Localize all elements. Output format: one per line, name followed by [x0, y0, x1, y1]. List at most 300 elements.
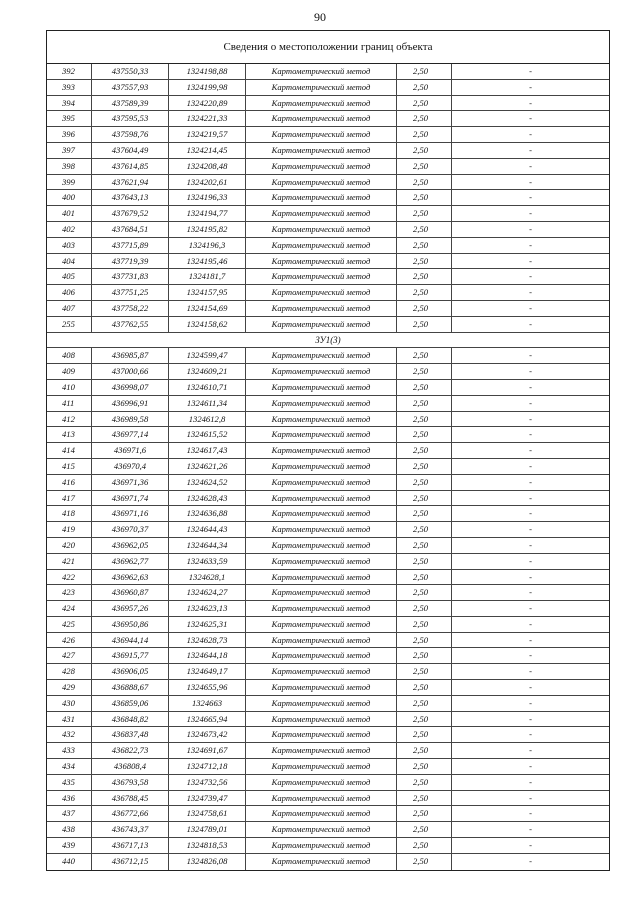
note-cell: -: [529, 350, 532, 361]
accuracy-cell: 2,50: [397, 159, 452, 174]
note-cell: -: [529, 840, 532, 851]
method-cell: Картометрический метод: [246, 601, 397, 616]
method-cell: Картометрический метод: [246, 617, 397, 632]
accuracy-cell: 2,50: [397, 222, 452, 237]
note-cell: -: [529, 176, 532, 187]
x-coordinate-cell: 436970,4: [92, 459, 169, 474]
method-cell: Картометрический метод: [246, 427, 397, 442]
method-cell: Картометрический метод: [246, 64, 397, 79]
accuracy-cell: 2,50: [397, 412, 452, 427]
accuracy-cell: 2,50: [397, 712, 452, 727]
method-cell: Картометрический метод: [246, 222, 397, 237]
accuracy-cell: 2,50: [397, 127, 452, 142]
note-cell: -: [529, 66, 532, 76]
method-cell: Картометрический метод: [246, 96, 397, 111]
table-row: [47, 585, 609, 601]
method-cell: Картометрический метод: [246, 111, 397, 126]
section-label: ЗУ1(3): [315, 334, 341, 345]
note-cell: -: [529, 460, 532, 471]
y-coordinate-cell: 1324663: [169, 696, 246, 711]
method-cell: Картометрический метод: [246, 680, 397, 695]
point-number-cell: 439: [47, 838, 92, 853]
method-cell: Картометрический метод: [246, 190, 397, 205]
method-cell: Картометрический метод: [246, 127, 397, 142]
y-coordinate-cell: 1324220,89: [169, 96, 246, 111]
y-coordinate-cell: 1324219,57: [169, 127, 246, 142]
note-cell: -: [529, 239, 532, 250]
note-cell: -: [529, 539, 532, 550]
note-cell: -: [529, 824, 532, 835]
table-row: [47, 475, 609, 491]
x-coordinate-cell: 436822,73: [92, 743, 169, 758]
y-coordinate-cell: 1324623,13: [169, 601, 246, 616]
table-row: [47, 727, 609, 743]
note-cell: -: [529, 587, 532, 598]
table-row: [47, 601, 609, 617]
accuracy-cell: 2,50: [397, 664, 452, 679]
point-number-cell: 413: [47, 427, 92, 442]
method-cell: Картометрический метод: [246, 380, 397, 395]
point-number-cell: 412: [47, 412, 92, 427]
point-number-cell: 409: [47, 364, 92, 379]
y-coordinate-cell: 1324609,21: [169, 364, 246, 379]
note-cell: -: [529, 81, 532, 92]
table-row: [47, 443, 609, 459]
y-coordinate-cell: 1324732,56: [169, 775, 246, 790]
y-coordinate-cell: 1324655,96: [169, 680, 246, 695]
x-coordinate-cell: 437557,93: [92, 80, 169, 95]
y-coordinate-cell: 1324181,7: [169, 269, 246, 284]
accuracy-cell: 2,50: [397, 175, 452, 190]
point-number-cell: 428: [47, 664, 92, 679]
note-cell: -: [529, 761, 532, 772]
method-cell: Картометрический метод: [246, 791, 397, 806]
method-cell: Картометрический метод: [246, 585, 397, 600]
accuracy-cell: 2,50: [397, 143, 452, 158]
point-number-cell: 397: [47, 143, 92, 158]
accuracy-cell: 2,50: [397, 743, 452, 758]
y-coordinate-cell: 1324199,98: [169, 80, 246, 95]
note-cell: -: [529, 144, 532, 155]
x-coordinate-cell: 436848,82: [92, 712, 169, 727]
method-cell: Картометрический метод: [246, 648, 397, 663]
point-number-cell: 411: [47, 396, 92, 411]
note-cell: -: [529, 666, 532, 677]
method-cell: Картометрический метод: [246, 459, 397, 474]
point-number-cell: 405: [47, 269, 92, 284]
boundary-table: [46, 30, 610, 871]
note-cell: -: [529, 634, 532, 645]
method-cell: Картометрический метод: [246, 743, 397, 758]
point-number-cell: 396: [47, 127, 92, 142]
y-coordinate-cell: 1324195,82: [169, 222, 246, 237]
point-number-cell: 422: [47, 570, 92, 585]
y-coordinate-cell: 1324644,34: [169, 538, 246, 553]
accuracy-cell: 2,50: [397, 522, 452, 537]
accuracy-cell: 2,50: [397, 238, 452, 253]
accuracy-cell: 2,50: [397, 648, 452, 663]
note-cell: -: [529, 129, 532, 140]
note-cell: -: [529, 113, 532, 124]
table-row: [47, 759, 609, 775]
x-coordinate-cell: 437643,13: [92, 190, 169, 205]
y-coordinate-cell: 1324202,61: [169, 175, 246, 190]
y-coordinate-cell: 1324208,48: [169, 159, 246, 174]
table-row: [47, 743, 609, 759]
accuracy-cell: 2,50: [397, 285, 452, 300]
table-row: [47, 206, 609, 222]
note-cell: -: [529, 603, 532, 614]
accuracy-cell: 2,50: [397, 380, 452, 395]
x-coordinate-cell: 437598,76: [92, 127, 169, 142]
x-coordinate-cell: 436971,16: [92, 506, 169, 521]
accuracy-cell: 2,50: [397, 190, 452, 205]
point-number-cell: 414: [47, 443, 92, 458]
x-coordinate-cell: 437731,83: [92, 269, 169, 284]
note-cell: -: [529, 492, 532, 503]
x-coordinate-cell: 436772,66: [92, 806, 169, 821]
table-row: [47, 412, 609, 428]
table-row: [47, 854, 609, 870]
point-number-cell: 392: [47, 64, 92, 79]
y-coordinate-cell: 1324194,77: [169, 206, 246, 221]
accuracy-cell: 2,50: [397, 506, 452, 521]
x-coordinate-cell: 436971,6: [92, 443, 169, 458]
method-cell: Картометрический метод: [246, 506, 397, 521]
table-row: [47, 364, 609, 380]
x-coordinate-cell: 436788,45: [92, 791, 169, 806]
note-cell: -: [529, 445, 532, 456]
method-cell: Картометрический метод: [246, 396, 397, 411]
table-row: [47, 838, 609, 854]
table-row: [47, 570, 609, 586]
note-cell: -: [529, 255, 532, 266]
accuracy-cell: 2,50: [397, 348, 452, 363]
method-cell: Картометрический метод: [246, 143, 397, 158]
y-coordinate-cell: 1324221,33: [169, 111, 246, 126]
accuracy-cell: 2,50: [397, 111, 452, 126]
point-number-cell: 404: [47, 254, 92, 269]
x-coordinate-cell: 437762,55: [92, 317, 169, 332]
note-cell: -: [529, 618, 532, 629]
point-number-cell: 438: [47, 822, 92, 837]
y-coordinate-cell: 1324712,18: [169, 759, 246, 774]
x-coordinate-cell: 437000,66: [92, 364, 169, 379]
table-title: Сведения о местоположении границ объекта: [47, 31, 609, 64]
y-coordinate-cell: 1324154,69: [169, 301, 246, 316]
accuracy-cell: 2,50: [397, 806, 452, 821]
note-cell: -: [529, 808, 532, 819]
x-coordinate-cell: 436985,87: [92, 348, 169, 363]
point-number-cell: 425: [47, 617, 92, 632]
y-coordinate-cell: 1324691,67: [169, 743, 246, 758]
table-row: [47, 791, 609, 807]
x-coordinate-cell: 436906,05: [92, 664, 169, 679]
y-coordinate-cell: 1324624,52: [169, 475, 246, 490]
method-cell: Картометрический метод: [246, 238, 397, 253]
method-cell: Картометрический метод: [246, 254, 397, 269]
method-cell: Картометрический метод: [246, 348, 397, 363]
note-cell: -: [529, 208, 532, 219]
point-number-cell: 418: [47, 506, 92, 521]
y-coordinate-cell: 1324633,59: [169, 554, 246, 569]
method-cell: Картометрический метод: [246, 301, 397, 316]
x-coordinate-cell: 437604,49: [92, 143, 169, 158]
table-row: [47, 143, 609, 159]
note-cell: -: [529, 855, 532, 866]
x-coordinate-cell: 436808,4: [92, 759, 169, 774]
method-cell: Картометрический метод: [246, 696, 397, 711]
table-row: [47, 396, 609, 412]
point-number-cell: 416: [47, 475, 92, 490]
accuracy-cell: 2,50: [397, 80, 452, 95]
table-row: [47, 111, 609, 127]
point-number-cell: 395: [47, 111, 92, 126]
note-cell: -: [529, 97, 532, 108]
x-coordinate-cell: 436996,91: [92, 396, 169, 411]
method-cell: Картометрический метод: [246, 475, 397, 490]
x-coordinate-cell: 437719,39: [92, 254, 169, 269]
x-coordinate-cell: 436957,26: [92, 601, 169, 616]
method-cell: Картометрический метод: [246, 570, 397, 585]
method-cell: Картометрический метод: [246, 317, 397, 332]
accuracy-cell: 2,50: [397, 538, 452, 553]
accuracy-cell: 2,50: [397, 727, 452, 742]
note-cell: -: [529, 713, 532, 724]
point-number-cell: 394: [47, 96, 92, 111]
x-coordinate-cell: 436977,14: [92, 427, 169, 442]
x-coordinate-cell: 437751,25: [92, 285, 169, 300]
y-coordinate-cell: 1324628,43: [169, 491, 246, 506]
table-row: [47, 127, 609, 143]
table-row: [47, 380, 609, 396]
x-coordinate-cell: 436944,14: [92, 633, 169, 648]
point-number-cell: 400: [47, 190, 92, 205]
table-body: [47, 64, 609, 870]
point-number-cell: 436: [47, 791, 92, 806]
page-number: 90: [314, 10, 326, 24]
method-cell: Картометрический метод: [246, 806, 397, 821]
note-cell: -: [529, 729, 532, 740]
point-number-cell: 398: [47, 159, 92, 174]
accuracy-cell: 2,50: [397, 680, 452, 695]
y-coordinate-cell: 1324624,27: [169, 585, 246, 600]
accuracy-cell: 2,50: [397, 759, 452, 774]
table-row: [47, 506, 609, 522]
y-coordinate-cell: 1324617,43: [169, 443, 246, 458]
accuracy-cell: 2,50: [397, 459, 452, 474]
table-row: [47, 664, 609, 680]
accuracy-cell: 2,50: [397, 838, 452, 853]
point-number-cell: 415: [47, 459, 92, 474]
table-row: [47, 96, 609, 112]
x-coordinate-cell: 436970,37: [92, 522, 169, 537]
accuracy-cell: 2,50: [397, 617, 452, 632]
point-number-cell: 419: [47, 522, 92, 537]
y-coordinate-cell: 1324644,18: [169, 648, 246, 663]
note-cell: -: [529, 429, 532, 440]
point-number-cell: 420: [47, 538, 92, 553]
accuracy-cell: 2,50: [397, 269, 452, 284]
point-number-cell: 417: [47, 491, 92, 506]
table-row: [47, 64, 609, 80]
table-row: [47, 348, 609, 364]
point-number-cell: 421: [47, 554, 92, 569]
y-coordinate-cell: 1324158,62: [169, 317, 246, 332]
note-cell: -: [529, 271, 532, 282]
point-number-cell: 406: [47, 285, 92, 300]
point-number-cell: 426: [47, 633, 92, 648]
note-cell: -: [529, 697, 532, 708]
method-cell: Картометрический метод: [246, 822, 397, 837]
x-coordinate-cell: 436915,77: [92, 648, 169, 663]
table-row: [47, 617, 609, 633]
method-cell: Картометрический метод: [246, 364, 397, 379]
note-cell: -: [529, 223, 532, 234]
method-cell: Картометрический метод: [246, 159, 397, 174]
accuracy-cell: 2,50: [397, 822, 452, 837]
y-coordinate-cell: 1324196,3: [169, 238, 246, 253]
method-cell: Картометрический метод: [246, 633, 397, 648]
y-coordinate-cell: 1324673,42: [169, 727, 246, 742]
x-coordinate-cell: 436888,67: [92, 680, 169, 695]
point-number-cell: 437: [47, 806, 92, 821]
method-cell: Картометрический метод: [246, 175, 397, 190]
accuracy-cell: 2,50: [397, 791, 452, 806]
table-row: [47, 680, 609, 696]
table-row: [47, 285, 609, 301]
note-cell: -: [529, 745, 532, 756]
method-cell: Картометрический метод: [246, 80, 397, 95]
accuracy-cell: 2,50: [397, 601, 452, 616]
table-row: [47, 159, 609, 175]
y-coordinate-cell: 1324758,61: [169, 806, 246, 821]
method-cell: Картометрический метод: [246, 554, 397, 569]
point-number-cell: 433: [47, 743, 92, 758]
method-cell: Картометрический метод: [246, 775, 397, 790]
accuracy-cell: 2,50: [397, 396, 452, 411]
x-coordinate-cell: 436793,58: [92, 775, 169, 790]
y-coordinate-cell: 1324644,43: [169, 522, 246, 537]
point-number-cell: 435: [47, 775, 92, 790]
method-cell: Картометрический метод: [246, 727, 397, 742]
y-coordinate-cell: 1324739,47: [169, 791, 246, 806]
point-number-cell: 424: [47, 601, 92, 616]
point-number-cell: 432: [47, 727, 92, 742]
accuracy-cell: 2,50: [397, 491, 452, 506]
note-cell: -: [529, 192, 532, 203]
table-row: [47, 427, 609, 443]
method-cell: Картометрический метод: [246, 538, 397, 553]
method-cell: Картометрический метод: [246, 664, 397, 679]
table-row: [47, 222, 609, 238]
y-coordinate-cell: 1324157,95: [169, 285, 246, 300]
x-coordinate-cell: 436960,87: [92, 585, 169, 600]
accuracy-cell: 2,50: [397, 443, 452, 458]
point-number-cell: 399: [47, 175, 92, 190]
y-coordinate-cell: 1324826,08: [169, 854, 246, 870]
accuracy-cell: 2,50: [397, 570, 452, 585]
table-row: [47, 238, 609, 254]
x-coordinate-cell: 436962,77: [92, 554, 169, 569]
x-coordinate-cell: 437614,85: [92, 159, 169, 174]
table-row: [47, 633, 609, 649]
y-coordinate-cell: 1324818,53: [169, 838, 246, 853]
point-number-cell: 393: [47, 80, 92, 95]
note-cell: -: [529, 413, 532, 424]
method-cell: Картометрический метод: [246, 491, 397, 506]
accuracy-cell: 2,50: [397, 475, 452, 490]
x-coordinate-cell: 437715,89: [92, 238, 169, 253]
y-coordinate-cell: 1324198,88: [169, 64, 246, 79]
y-coordinate-cell: 1324610,71: [169, 380, 246, 395]
table-row: [47, 491, 609, 507]
x-coordinate-cell: 437589,39: [92, 96, 169, 111]
method-cell: Картометрический метод: [246, 712, 397, 727]
point-number-cell: 431: [47, 712, 92, 727]
x-coordinate-cell: 436743,37: [92, 822, 169, 837]
y-coordinate-cell: 1324636,88: [169, 506, 246, 521]
table-row: [47, 554, 609, 570]
note-cell: -: [529, 792, 532, 803]
x-coordinate-cell: 436859,06: [92, 696, 169, 711]
point-number-cell: 255: [47, 317, 92, 332]
table-row: [47, 522, 609, 538]
x-coordinate-cell: 437679,52: [92, 206, 169, 221]
point-number-cell: 408: [47, 348, 92, 363]
y-coordinate-cell: 1324615,52: [169, 427, 246, 442]
method-cell: Картометрический метод: [246, 443, 397, 458]
table-row: [47, 822, 609, 838]
note-cell: -: [529, 508, 532, 519]
point-number-cell: 440: [47, 854, 92, 870]
point-number-cell: 430: [47, 696, 92, 711]
x-coordinate-cell: 436971,36: [92, 475, 169, 490]
table-row: [47, 712, 609, 728]
x-coordinate-cell: 437550,33: [92, 64, 169, 79]
x-coordinate-cell: 437621,94: [92, 175, 169, 190]
table-row: [47, 806, 609, 822]
table-row: [47, 269, 609, 285]
note-cell: -: [529, 524, 532, 535]
point-number-cell: 401: [47, 206, 92, 221]
note-cell: -: [529, 476, 532, 487]
x-coordinate-cell: 437758,22: [92, 301, 169, 316]
x-coordinate-cell: 436950,86: [92, 617, 169, 632]
method-cell: Картометрический метод: [246, 285, 397, 300]
table-row: [47, 175, 609, 191]
x-coordinate-cell: 436971,74: [92, 491, 169, 506]
accuracy-cell: 2,50: [397, 775, 452, 790]
note-cell: -: [529, 555, 532, 566]
note-cell: -: [529, 682, 532, 693]
accuracy-cell: 2,50: [397, 96, 452, 111]
y-coordinate-cell: 1324195,46: [169, 254, 246, 269]
y-coordinate-cell: 1324625,31: [169, 617, 246, 632]
point-number-cell: 423: [47, 585, 92, 600]
point-number-cell: 427: [47, 648, 92, 663]
point-number-cell: 429: [47, 680, 92, 695]
y-coordinate-cell: 1324611,34: [169, 396, 246, 411]
note-cell: -: [529, 571, 532, 582]
accuracy-cell: 2,50: [397, 301, 452, 316]
y-coordinate-cell: 1324665,94: [169, 712, 246, 727]
note-cell: -: [529, 397, 532, 408]
x-coordinate-cell: 436962,05: [92, 538, 169, 553]
note-cell: -: [529, 302, 532, 313]
section-header-row: [47, 333, 609, 349]
accuracy-cell: 2,50: [397, 317, 452, 332]
